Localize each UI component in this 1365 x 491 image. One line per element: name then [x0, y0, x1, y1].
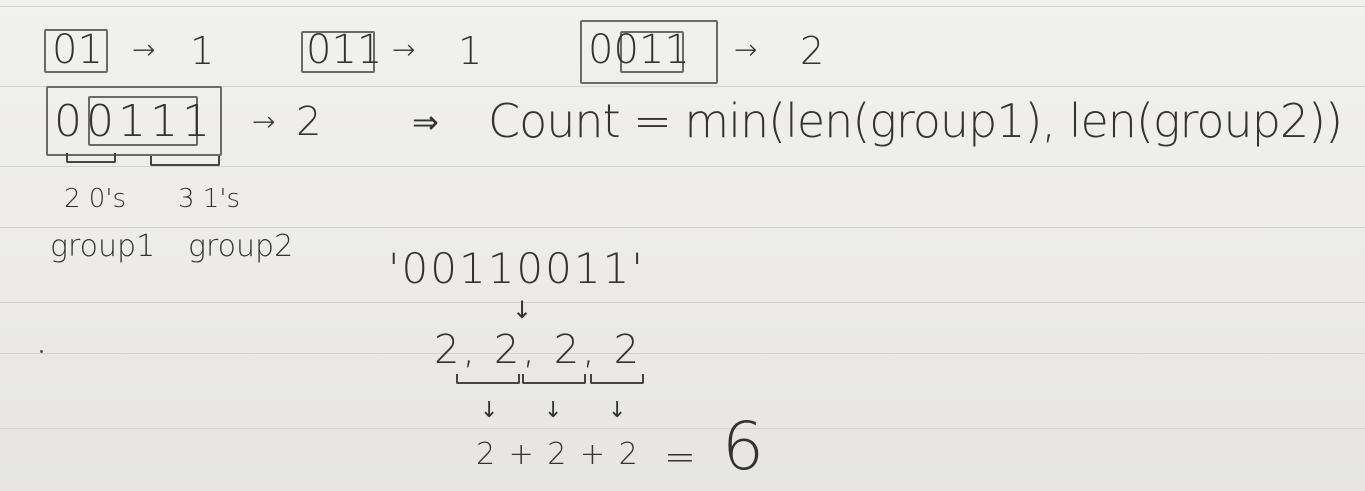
pair-brace [456, 374, 520, 384]
row2-result: 2 [296, 99, 322, 145]
row1-ex3-bits: 0011 [588, 27, 690, 73]
group2-brace [150, 156, 220, 166]
row1-ex1-arrow: → [132, 33, 156, 66]
pair-brace [590, 374, 644, 384]
zeros-count-label: 2 0's [64, 184, 127, 214]
implies-symbol: ⇒ [412, 103, 439, 141]
count-formula: Count = min(len(group1), len(group2)) [488, 94, 1343, 148]
pair-arrow: ↓ [608, 398, 627, 423]
pair-brace [522, 374, 586, 384]
row1-ex2-bits: 011 [306, 27, 383, 73]
ruled-line [0, 302, 1365, 303]
row2-bits: 00111 [54, 96, 214, 147]
ones-count-label: 3 1's [178, 184, 241, 214]
example-string: '00110011' [388, 244, 645, 293]
row2-arrow: → [252, 105, 276, 138]
group2-label: group2 [188, 229, 294, 264]
down-arrow: ↓ [512, 296, 533, 324]
equals-sign: = [664, 435, 696, 479]
ruled-line [0, 166, 1365, 167]
ruled-line [0, 353, 1365, 354]
row1-ex3-arrow: → [734, 33, 758, 66]
row1-ex2-arrow: → [392, 33, 416, 66]
pair-sum: 2 + 2 + 2 [476, 437, 640, 472]
row1-ex1-result: 1 [190, 29, 215, 73]
group1-brace [66, 153, 116, 163]
ruled-line [0, 428, 1365, 429]
row1-ex2-result: 1 [458, 29, 483, 73]
row1-ex1-bits: 01 [52, 27, 103, 73]
margin-dot [40, 350, 43, 353]
row1-ex3-result: 2 [800, 29, 825, 73]
total-result: 6 [722, 408, 764, 485]
pair-arrow: ↓ [480, 398, 499, 423]
ruled-line [0, 227, 1365, 228]
run-counts: 2, 2, 2, 2 [434, 327, 643, 373]
group1-label: group1 [50, 229, 156, 264]
ruled-line [0, 6, 1365, 7]
pair-arrow: ↓ [544, 398, 563, 423]
